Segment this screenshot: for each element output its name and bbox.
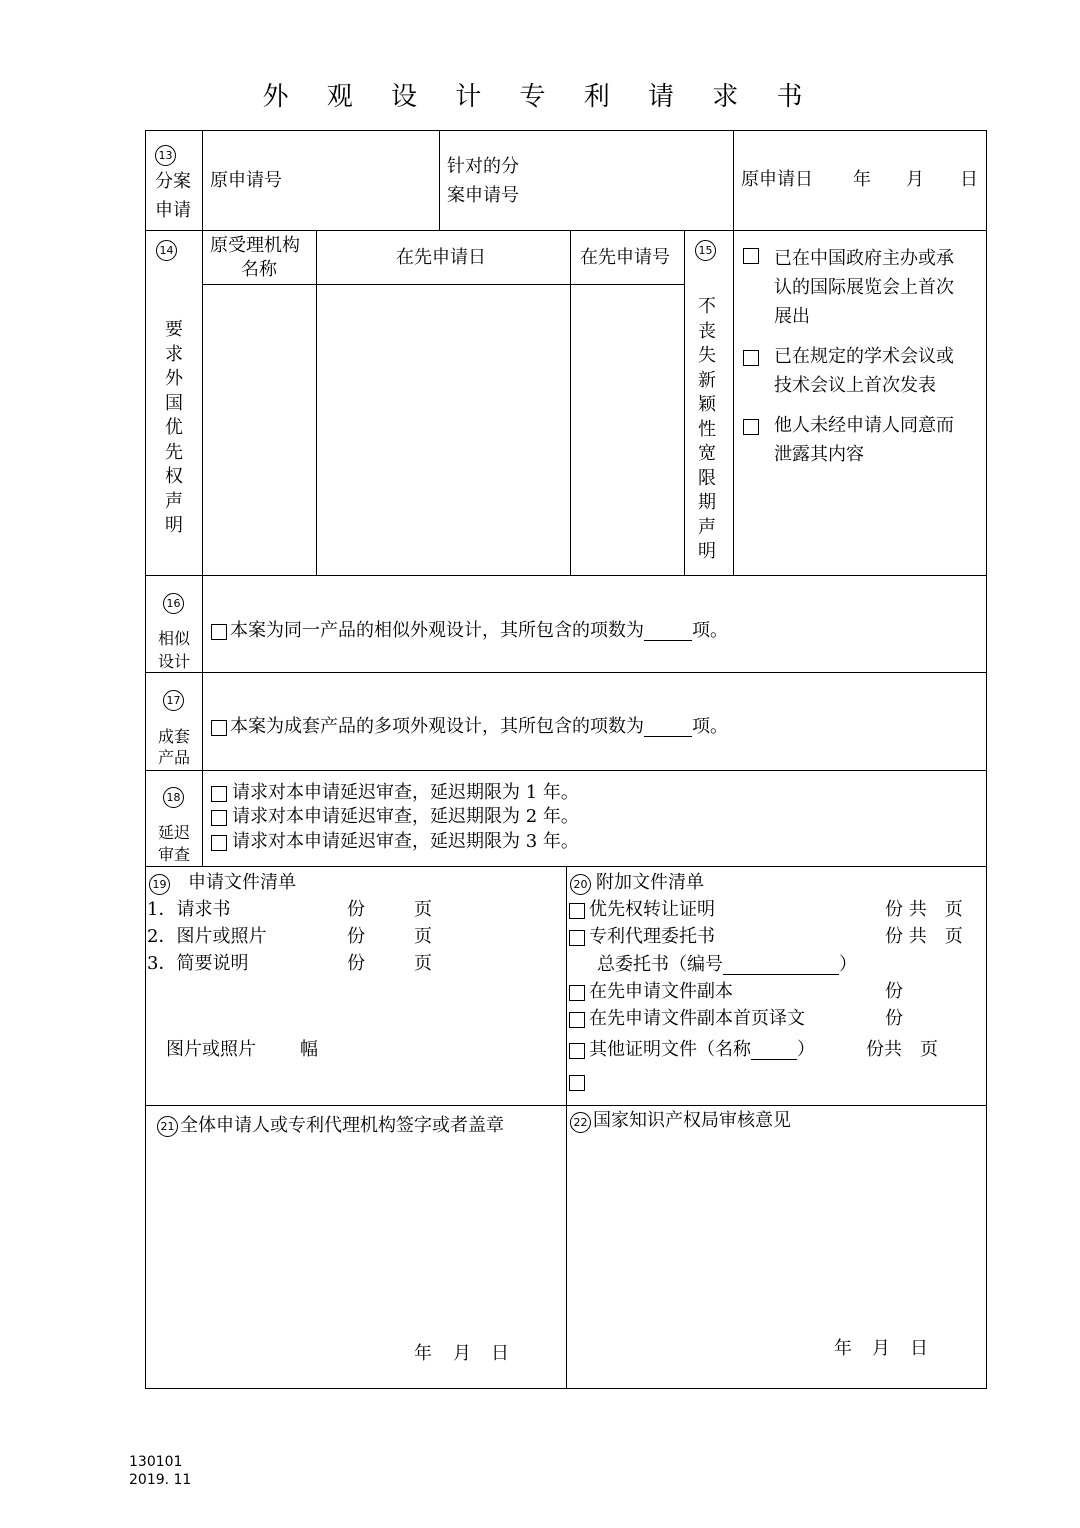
photos-count-label: 图片或照片 [166, 1039, 256, 1060]
similar-design-count-field[interactable] [644, 622, 692, 641]
section-label: 设计 [158, 652, 191, 671]
agency-power-checkbox[interactable] [569, 930, 585, 946]
document-item-name: 2．图片或照片 [147, 926, 267, 947]
general-power-number-text: 总委托书（编号 ） [597, 954, 857, 975]
set-products-count-field[interactable] [644, 718, 692, 737]
prior-number-field[interactable] [572, 287, 682, 572]
attached-item-text: 专利代理委托书 [589, 926, 715, 947]
copies-label: 份 [347, 953, 365, 974]
day-label: 日 [960, 169, 978, 190]
exhibition-option-text: 已在中国政府主办或承 [774, 248, 954, 269]
month-label: 月 [906, 169, 924, 190]
defer-2-year-checkbox[interactable] [211, 810, 227, 826]
section-vertical-label: 不丧失新颖性宽限期声明 [698, 296, 716, 562]
attached-item-count: 份 [885, 1008, 903, 1029]
section-label: 成套 [158, 727, 191, 746]
attached-item-count: 份 [885, 981, 903, 1002]
section-label: 审查 [158, 845, 191, 864]
attached-item-count: 份共 页 [866, 1039, 938, 1060]
pages-label: 页 [414, 953, 432, 974]
copies-label: 份 [347, 926, 365, 947]
section-label: 申请 [155, 200, 191, 221]
academic-option-text: 已在规定的学术会议或 [774, 346, 954, 367]
other-certificate-name-field[interactable] [751, 1041, 797, 1060]
section-label: 产品 [158, 748, 191, 767]
column-header-office: 原受理机构 [210, 235, 300, 256]
defer-option-text: 请求对本申请延迟审查，延迟期限为 3 年。 [232, 831, 579, 852]
exhibition-checkbox[interactable] [743, 248, 759, 264]
day-label: 日 [910, 1338, 928, 1359]
extra-item-checkbox[interactable] [569, 1075, 585, 1091]
similar-design-checkbox[interactable] [211, 624, 227, 640]
academic-option-text: 技术会议上首次发表 [774, 375, 936, 396]
signature-area[interactable] [150, 1145, 560, 1335]
prior-translation-checkbox[interactable] [569, 1012, 585, 1028]
defer-option-text: 请求对本申请延迟审查，延迟期限为 2 年。 [232, 806, 579, 827]
day-label: 日 [491, 1343, 509, 1364]
attached-item-text: 在先申请文件副本首页译文 [589, 1008, 805, 1029]
target-divisional-label: 针对的分 [447, 156, 519, 177]
attached-item-count: 份 共 页 [885, 926, 963, 947]
priority-transfer-checkbox[interactable] [569, 903, 585, 919]
section-number: 16 [163, 593, 184, 614]
frames-label: 幅 [300, 1039, 318, 1060]
section-label: 延迟 [158, 823, 191, 842]
defer-3-year-checkbox[interactable] [211, 835, 227, 851]
column-header-office: 名称 [241, 259, 277, 280]
attached-item-text: 在先申请文件副本 [589, 981, 733, 1002]
prior-copy-checkbox[interactable] [569, 985, 585, 1001]
form-code: 130101 [129, 1454, 183, 1470]
form-title: 外 观 设 计 专 利 请 求 书 [262, 82, 818, 112]
exhibition-option-text: 认的国际展览会上首次 [774, 277, 954, 298]
prior-date-field[interactable] [318, 287, 568, 572]
section-number: 20 [570, 874, 591, 895]
other-certificate-checkbox[interactable] [569, 1043, 585, 1059]
set-products-checkbox[interactable] [211, 720, 227, 736]
academic-conference-checkbox[interactable] [743, 350, 759, 366]
section-vertical-label: 要求外国优先权声明 [165, 319, 183, 536]
section-title: 申请文件清单 [188, 872, 296, 893]
document-item-name: 1．请求书 [147, 899, 231, 920]
section-number: 15 [695, 240, 716, 261]
section-number: 19 [149, 874, 170, 895]
target-divisional-number-field[interactable] [540, 145, 728, 223]
section-number: 18 [163, 787, 184, 808]
pages-label: 页 [414, 926, 432, 947]
target-divisional-label: 案申请号 [447, 185, 519, 206]
year-label: 年 [853, 169, 871, 190]
exhibition-option-text: 展出 [774, 306, 810, 327]
office-name-field[interactable] [204, 287, 314, 572]
column-header-prior-number: 在先申请号 [580, 247, 670, 268]
other-certificate-text: 其他证明文件（名称 ） [589, 1039, 815, 1060]
pages-label: 页 [414, 899, 432, 920]
section-number: 21 [157, 1116, 178, 1137]
section-label: 相似 [158, 629, 191, 648]
section-title: 附加文件清单 [596, 872, 704, 893]
month-label: 月 [453, 1343, 471, 1364]
section-number: 14 [156, 240, 177, 261]
defer-1-year-checkbox[interactable] [211, 786, 227, 802]
copies-label: 份 [347, 899, 365, 920]
similar-design-text: 本案为同一产品的相似外观设计，其所包含的项数为 项。 [230, 620, 728, 641]
section-number: 17 [163, 690, 184, 711]
attached-item-text: 优先权转让证明 [589, 899, 715, 920]
section-title: 国家知识产权局审核意见 [593, 1110, 791, 1131]
set-products-text: 本案为成套产品的多项外观设计，其所包含的项数为 项。 [230, 716, 728, 737]
disclosure-option-text: 他人未经申请人同意而 [774, 415, 954, 436]
original-filing-date-label: 原申请日 [741, 169, 813, 190]
attached-item-count: 份 共 页 [885, 899, 963, 920]
month-label: 月 [872, 1338, 890, 1359]
year-label: 年 [834, 1338, 852, 1359]
section-title: 全体申请人或专利代理机构签字或者盖章 [180, 1115, 504, 1136]
defer-option-text: 请求对本申请延迟审查，延迟期限为 1 年。 [232, 782, 579, 803]
year-label: 年 [414, 1343, 432, 1364]
column-header-prior-date: 在先申请日 [396, 247, 486, 268]
original-application-number-label: 原申请号 [210, 170, 282, 191]
section-label: 分案 [155, 171, 191, 192]
general-power-number-field[interactable] [723, 956, 839, 975]
document-item-name: 3．简要说明 [147, 953, 249, 974]
unauthorized-disclosure-checkbox[interactable] [743, 419, 759, 435]
disclosure-option-text: 泄露其内容 [774, 444, 864, 465]
form-version: 2019. 11 [129, 1472, 192, 1488]
section-number: 13 [155, 145, 176, 166]
original-application-number-field[interactable] [322, 145, 434, 223]
section-number: 22 [570, 1112, 591, 1133]
